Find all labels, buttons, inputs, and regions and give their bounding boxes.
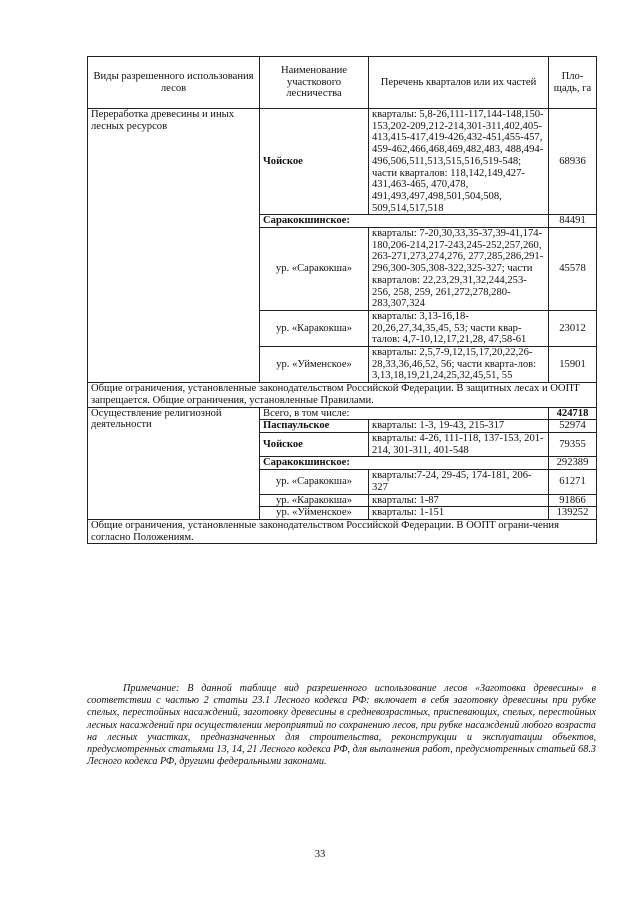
tract-name: ур. «Саракокша» (260, 470, 369, 494)
area-value: 84491 (549, 215, 597, 228)
header-area: Пло-щадь, га (549, 57, 597, 109)
restrictions-text: Общие ограничения, установленные законодательством Российской Федерации. В ООПТ ограни-чения согласно Положениям. (88, 519, 597, 543)
forest-use-table (87, 56, 597, 544)
table-row (88, 109, 597, 215)
header-row (88, 57, 597, 109)
use-type-processing: Переработка древесины и иных лесных ресурсов (88, 109, 260, 383)
tract-name: ур. «Каракокша» (260, 310, 369, 346)
district-name: Саракокшинское: (260, 457, 549, 470)
tract-name: ур. «Уйменское» (260, 347, 369, 383)
area-value: 23012 (549, 310, 597, 346)
quarters-list: кварталы: 1-87 (369, 494, 549, 507)
header-quarters: Перечень кварталов или их частей (369, 57, 549, 109)
area-value: 15901 (549, 347, 597, 383)
quarters-list: кварталы: 2,5,7-9,12,15,17,20,22,26-28,33,36,46,52, 56; части кварта-лов: 3,13,18,19,21,24,25,32,45,51, 55 (369, 347, 549, 383)
quarters-list: кварталы: 1-151 (369, 507, 549, 520)
area-value: 61271 (549, 470, 597, 494)
district-name: Паспаульское (260, 420, 369, 433)
total-area: 424718 (549, 407, 597, 420)
district-name: Саракокшинское: (260, 215, 549, 228)
area-value: 292389 (549, 457, 597, 470)
quarters-list: кварталы: 1-3, 19-43, 215-317 (369, 420, 549, 433)
area-value: 79355 (549, 432, 597, 456)
quarters-list: кварталы: 3,13-16,18-20,26,27,34,35,45, 53; части квар-талов: 4,7-10,12,17,21,28, 47,58-61 (369, 310, 549, 346)
area-value: 139252 (549, 507, 597, 520)
header-district: Наименование участкового лесничества (260, 57, 369, 109)
district-name: Чойское (260, 109, 369, 215)
header-use: Виды разрешенного использования лесов (88, 57, 260, 109)
tract-name: ур. «Каракокша» (260, 494, 369, 507)
table-row (88, 407, 597, 420)
area-value: 52974 (549, 420, 597, 433)
restrictions-text: Общие ограничения, установленные законодательством Российской Федерации. В защитных лесах и ООПТ запрещается. Общие ограничения, установленные Правилами. (88, 383, 597, 407)
quarters-list: кварталы: 4-26, 111-118, 137-153, 201-214, 301-311, 401-548 (369, 432, 549, 456)
area-value: 68936 (549, 109, 597, 215)
table-row (88, 383, 597, 407)
table-row (88, 519, 597, 543)
area-value: 91866 (549, 494, 597, 507)
quarters-list: кварталы:7-24, 29-45, 174-181, 206-327 (369, 470, 549, 494)
area-value: 45578 (549, 228, 597, 311)
footnote: Примечание: В данной таблице вид разрешенного использование лесов «Заготовка древесины» в соответствии с частью 2 статьи 23.1 Лесного кодекса РФ: включает в себя заготовку древесины при рубке спелых, перестойных насаждений, заготовку древесины в средневозрастных, приспевающих, спелых, перестойных лесных насаждений при осуществлении мероприятий по сохранению лесов, при рубке насаждений любого возраста на лесных участках, предназначенных для строительства, реконструкции и эксплуатации объектов, предусмотренных статьями 13, 14, 21 Лесного кодекса РФ, для выполнения работ, предусмотренных статьей 68.3 Лесного кодекса РФ, другими федеральными законами. (87, 683, 596, 768)
total-label: Всего, в том числе: (260, 407, 549, 420)
page-number: 33 (314, 849, 326, 860)
tract-name: ур. «Саракокша» (260, 228, 369, 311)
quarters-list: кварталы: 7-20,30,33,35-37,39-41,174-180,206-214,217-243,245-252,257,260, 263-271,273,274,276, 277,285,286,291-296,300-305,308-322,325-327; части кварталов: 22,23,29,31,32,244,253-256, 258, 259, 261,272,278,280-283,307,324 (369, 228, 549, 311)
quarters-list: кварталы: 5,8-26,111-117,144-148,150-153,202-209,212-214,301-311,402,405-413,415-417,419-426,432-451,455-457, 459-462,466,468,469,482,483, 488,494-496,506,511,513,515,516,519-548; части кварталов: 118,142,149,427-431,463-465, 470,478, 491,493,497,498,501,504,508, 509,514,517,518 (369, 109, 549, 215)
use-type-religious: Осуществление религиозной деятельности (88, 407, 260, 519)
district-name: Чойское (260, 432, 369, 456)
tract-name: ур. «Уйменское» (260, 507, 369, 520)
